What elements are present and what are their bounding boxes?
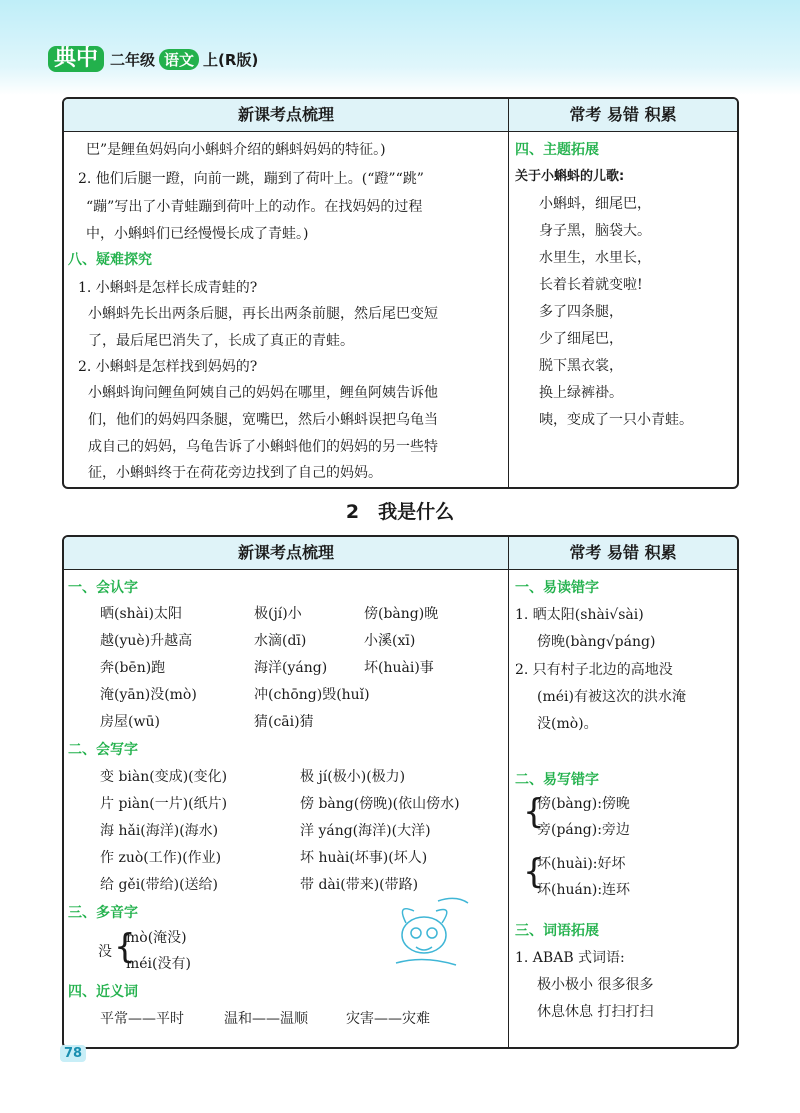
miswrite-item: 旁(páng):旁边 (537, 822, 630, 838)
text-line: 中，小蝌蚪们已经慢慢长成了青蛙。) (86, 226, 309, 242)
edition-label: 上(R版) (203, 50, 259, 69)
write-item: 极 jí(极小)(极力) (300, 769, 406, 785)
recognize-item: 猜(cāi)猜 (254, 714, 314, 730)
write-item: 海 hǎi(海洋)(海水) (100, 823, 219, 839)
synonym-pair: 平常——平时 (100, 1011, 184, 1027)
misread-item: (méi)有被这次的洪水淹 (537, 689, 686, 705)
recognize-item: 傍(bàng)晚 (364, 606, 439, 622)
brace: { (523, 852, 545, 892)
text-line: 2. 他们后腿一蹬，向前一跳，蹦到了荷叶上。(“蹬”“跳” (78, 171, 424, 187)
song-line: 脱下黑衣裳， (539, 358, 623, 374)
recognize-item: 坏(huài)事 (364, 660, 434, 676)
misread-item: 1. 晒太阳(shài√sài) (515, 607, 644, 623)
write-item: 带 dài(带来)(带路) (300, 877, 419, 893)
write-item: 变 biàn(变成)(变化) (100, 769, 228, 785)
page-number: 78 (60, 1045, 86, 1062)
brace: { (523, 792, 545, 832)
song-line: 少了细尾巴， (539, 331, 623, 347)
write-item: 洋 yáng(海洋)(大洋) (300, 823, 431, 839)
question-line: 1. 小蝌蚪是怎样长成青蛙的? (78, 280, 258, 296)
page-header (48, 44, 258, 74)
box2-right-column (509, 570, 737, 1047)
box1-right-title: 常考 易错 积累 (509, 99, 737, 132)
write-item: 给 gěi(带给)(送给) (100, 877, 219, 893)
song-line: 小蝌蚪，细尾巴， (539, 196, 651, 212)
section-heading: 一、易读错字 (515, 580, 599, 596)
synonym-pair: 灾害——灾难 (346, 1011, 430, 1027)
word-item: 休息休息 打扫打扫 (537, 1004, 654, 1020)
subject-badge: 语文 (159, 49, 199, 70)
section-heading: 八、疑难探究 (68, 252, 152, 268)
write-item: 作 zuò(工作)(作业) (100, 850, 222, 866)
section-heading: 三、词语拓展 (515, 923, 599, 939)
section-heading: 二、易写错字 (515, 772, 599, 788)
grade-label: 二年级 (110, 50, 156, 69)
word-item: 极小极小 很多很多 (537, 977, 654, 993)
recognize-item: 极(jí)小 (254, 606, 302, 622)
answer-line: 征，小蝌蚪终于在荷花旁边找到了自己的妈妈。 (88, 465, 382, 481)
review-box-1 (62, 97, 739, 489)
write-item: 傍 bàng(傍晚)(依山傍水) (300, 796, 460, 812)
cartoon-sketch-icon (376, 893, 476, 973)
song-line: 水里生，水里长， (539, 250, 651, 266)
brace: { (114, 927, 136, 967)
question-line: 2. 小蝌蚪是怎样找到妈妈的? (78, 359, 258, 375)
recognize-item: 水滴(dī) (254, 633, 307, 649)
box1-left-column (64, 132, 508, 487)
answer-line: 小蝌蚪先长出两条后腿，再长出两条前腿，然后尾巴变短 (88, 306, 438, 322)
box2-right-title: 常考 易错 积累 (509, 537, 737, 570)
write-item: 坏 huài(坏事)(坏人) (300, 850, 428, 866)
answer-line: 小蝌蚪询问鲤鱼阿姨自己的妈妈在哪里，鲤鱼阿姨告诉他 (88, 385, 438, 401)
section-heading: 一、会认字 (68, 580, 138, 596)
recognize-item: 房屋(wū) (100, 714, 160, 730)
song-line: 身子黑，脑袋大。 (539, 223, 651, 239)
recognize-item: 淹(yān)没(mò) (100, 687, 197, 703)
section-heading: 三、多音字 (68, 905, 138, 921)
answer-line: 了，最后尾巴消失了，长成了真正的青蛙。 (88, 333, 354, 349)
song-line: 多了四条腿， (539, 304, 623, 320)
recognize-item: 晒(shài)太阳 (100, 606, 182, 622)
text-line: “蹦”写出了小青蛙蹦到荷叶上的动作。在找妈妈的过程 (86, 199, 423, 215)
synonym-pair: 温和——温顺 (224, 1011, 308, 1027)
polyphone-char: 没 (98, 944, 112, 960)
misread-item: 2. 只有村子北边的高地没 (515, 662, 673, 678)
answer-line: 们，他们的妈妈四条腿，宽嘴巴，然后小蝌蚪误把乌龟当 (88, 412, 438, 428)
box2-left-column (64, 570, 508, 1047)
miswrite-item: 傍(bàng):傍晚 (537, 796, 630, 812)
polyphone-reading: méi(没有) (126, 956, 191, 972)
song-line: 咦，变成了一只小青蛙。 (539, 412, 693, 428)
section-heading: 二、会写字 (68, 742, 138, 758)
answer-line: 成自己的妈妈，乌龟告诉了小蝌蚪他们的妈妈的另一些特 (88, 439, 438, 455)
write-item: 片 piàn(一片)(纸片) (100, 796, 228, 812)
word-item: 1. ABAB 式词语: (515, 950, 625, 966)
box2-left-title: 新课考点梳理 (64, 537, 508, 570)
box1-left-title: 新课考点梳理 (64, 99, 508, 132)
misread-item: 没(mò)。 (537, 716, 598, 732)
recognize-item: 海洋(yáng) (254, 660, 328, 676)
section-heading: 四、近义词 (68, 984, 138, 1000)
recognize-item: 越(yuè)升越高 (100, 633, 193, 649)
lesson-title: 2 我是什么 (345, 501, 455, 523)
song-line: 长着长着就变啦! (539, 277, 643, 293)
brand-logo: 典中 (48, 46, 104, 72)
misread-item: 傍晚(bàng√páng) (537, 634, 656, 650)
song-line: 换上绿裤褂。 (539, 385, 623, 401)
miswrite-item: 环(huán):连环 (537, 882, 631, 898)
recognize-item: 奔(bēn)跑 (100, 660, 166, 676)
polyphone-reading: mò(淹没) (126, 930, 187, 946)
recognize-item: 小溪(xī) (364, 633, 416, 649)
section-heading: 四、主题拓展 (515, 142, 599, 158)
text-line: 巴”是鲤鱼妈妈向小蝌蚪介绍的蝌蚪妈妈的特征。) (86, 142, 386, 158)
box1-right-column (509, 132, 737, 487)
miswrite-item: 坏(huài):好坏 (537, 856, 626, 872)
song-title: 关于小蝌蚪的儿歌: (515, 169, 625, 184)
recognize-item: 冲(chōng)毁(huǐ) (254, 687, 370, 703)
